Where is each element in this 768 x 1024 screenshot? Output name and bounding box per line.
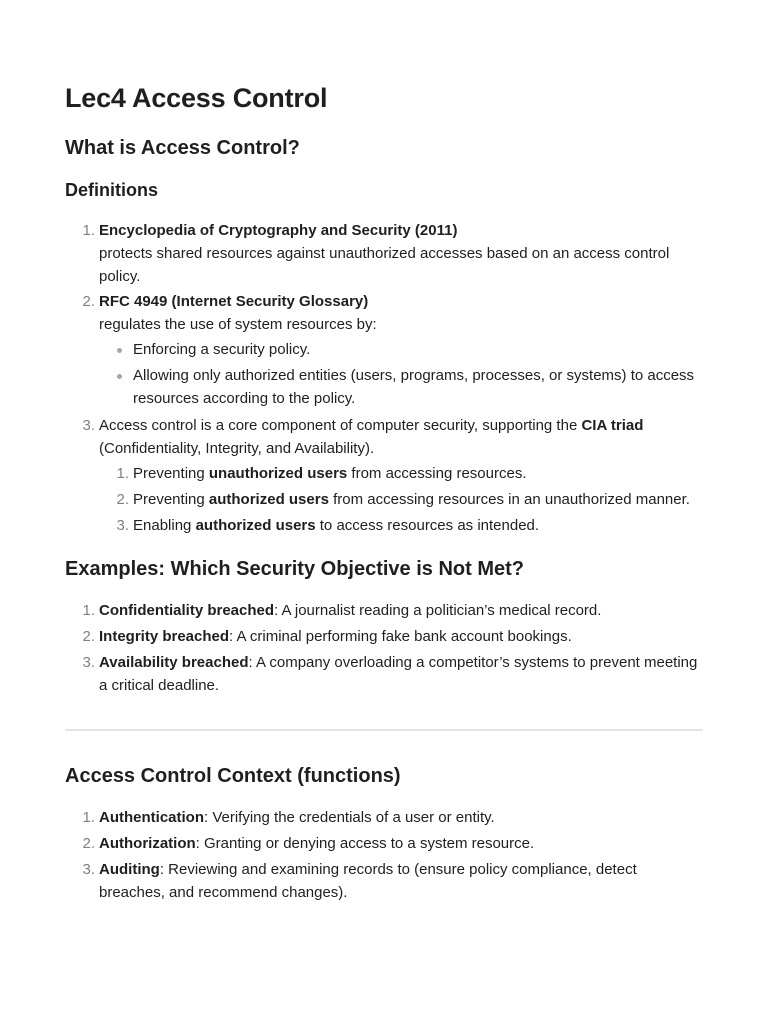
list-number: 3. [82, 654, 95, 671]
list-number: 2. [82, 628, 95, 645]
list-number: 1. [116, 465, 129, 482]
list-number: 1. [82, 222, 95, 239]
list-item: 3. Auditing: Reviewing and examining records to (ensure policy compliance, detect breaches, and recommend changes). [65, 858, 703, 904]
definition-text: regulates the use of system resources by: [99, 316, 377, 333]
list-number: 3. [82, 861, 95, 878]
cia-triad-term: CIA triad [581, 417, 644, 434]
bullet-item: Allowing only authorized entities (users, programs, processes, or systems) to access resources according to the policy. [99, 364, 703, 410]
horizontal-divider [65, 729, 703, 731]
list-number: 3. [82, 417, 95, 434]
list-number: 3. [116, 517, 129, 534]
list-number: 2. [82, 293, 95, 310]
list-item [65, 290, 703, 410]
section-heading-access-control-context: Access Control Context (functions) [65, 765, 401, 787]
bullet-icon [117, 348, 122, 353]
list-item: 1. Confidentiality breached: A journalist reading a politician’s medical record. [65, 599, 703, 622]
document-content [65, 78, 703, 904]
definitions-list [65, 219, 703, 537]
list-item: 3. Availability breached: A company overloading a competitor’s systems to prevent meeting a critical deadline. [65, 651, 703, 697]
nested-numbered-list [99, 462, 703, 537]
list-item: 1. Authentication: Verifying the credentials of a user or entity. [65, 806, 703, 829]
list-item: 2. Preventing authorized users from accessing resources in an unauthorized manner. [99, 488, 703, 511]
list-item [65, 219, 703, 288]
functions-list [65, 806, 703, 904]
list-item: 2. Integrity breached: A criminal performing fake bank account bookings. [65, 625, 703, 648]
definition-text: protects shared resources against unauthorized accesses based on an access control policy. [99, 245, 670, 285]
subheading-definitions: Definitions [65, 180, 158, 200]
definition-source: Encyclopedia of Cryptography and Security (2011) [99, 222, 458, 239]
definition-source: RFC 4949 (Internet Security Glossary) [99, 293, 369, 310]
list-number: 2. [82, 835, 95, 852]
list-number: 2. [116, 491, 129, 508]
section-heading-what-is-access-control: What is Access Control? [65, 137, 300, 159]
examples-list [65, 599, 703, 697]
list-number: 1. [82, 602, 95, 619]
bullet-item: Enforcing a security policy. [99, 338, 703, 361]
list-item: 3. Access control is a core component of computer security, supporting the CIA triad (Confidentiality, Integrity, and Availability). 1. Preventing unauthorized users from accessing resources. 2. Preventing authorized users from accessing resources in an unauthorized manner. 3. Enabling authorized users to access resources as intended. [65, 414, 703, 537]
list-number: 1. [82, 809, 95, 826]
page-title: Lec4 Access Control [65, 83, 328, 113]
section-heading-examples: Examples: Which Security Objective is Not Met? [65, 558, 525, 580]
bullet-icon [117, 374, 122, 379]
bullet-list [99, 338, 703, 410]
list-item: 1. Preventing unauthorized users from accessing resources. [99, 462, 703, 485]
list-item: 3. Enabling authorized users to access resources as intended. [99, 514, 703, 537]
list-item: 2. Authorization: Granting or denying access to a system resource. [65, 832, 703, 855]
